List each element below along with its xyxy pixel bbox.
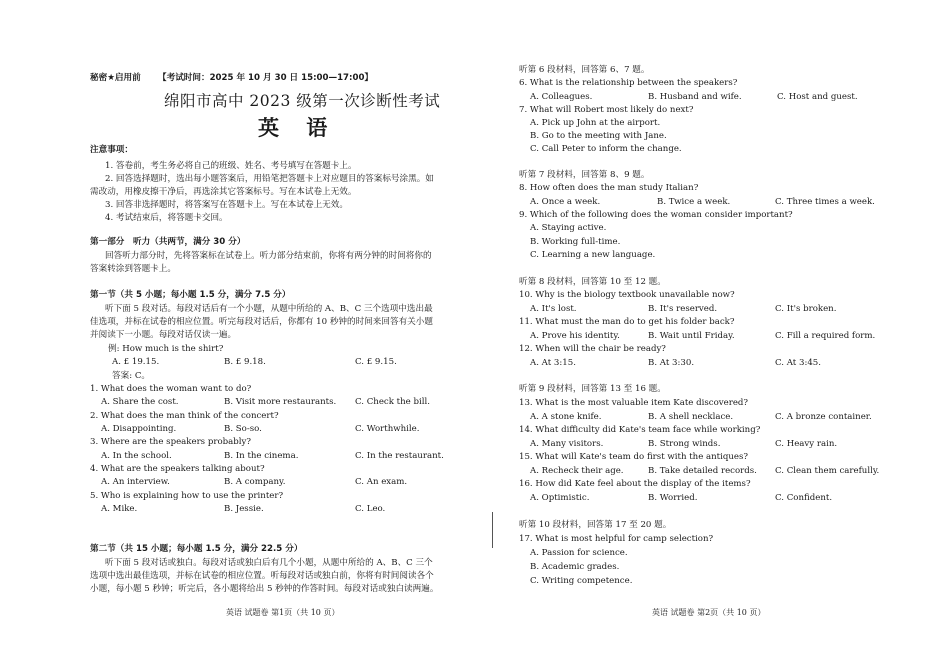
option: B. Husband and wife. bbox=[648, 92, 742, 102]
page-divider bbox=[492, 512, 493, 548]
part1-intro-line: 回答听力部分时，先将答案标在试卷上。听力部分结束前，你将有两分钟的时间将你的 bbox=[105, 251, 432, 261]
option: B. Strong winds. bbox=[648, 439, 721, 449]
question: 12. When will the chair be ready? bbox=[519, 344, 666, 354]
option: C. In the restaurant. bbox=[355, 451, 444, 461]
option: A. Staying active. bbox=[530, 223, 607, 233]
group-heading: 听第 6 段材料，回答第 6、7 题。 bbox=[519, 65, 650, 75]
notice-line: 4. 考试结束后，将答题卡交回。 bbox=[105, 213, 228, 223]
question: 3. Where are the speakers probably? bbox=[90, 437, 251, 447]
page-footer: 英语 试题卷 第1页（共 10 页） bbox=[226, 608, 340, 617]
page-footer: 英语 试题卷 第2页（共 10 页） bbox=[652, 608, 766, 617]
option: B. Academic grades. bbox=[530, 562, 620, 572]
exam-title: 绵阳市高中 2023 级第一次诊断性考试 bbox=[164, 92, 441, 110]
option: B. A company. bbox=[224, 477, 286, 487]
notice-line: 3. 回答非选择题时，将答案写在答题卡上。写在本试卷上无效。 bbox=[105, 200, 348, 210]
option: C. Host and guest. bbox=[777, 92, 858, 102]
option: A. Prove his identity. bbox=[530, 331, 620, 341]
question: 8. How often does the man study Italian? bbox=[519, 183, 699, 193]
option: C. Heavy rain. bbox=[775, 439, 838, 449]
option: B. Twice a week. bbox=[657, 197, 731, 207]
option: B. Jessie. bbox=[224, 504, 264, 514]
option: A. Many visitors. bbox=[530, 439, 604, 449]
option: C. Check the bill. bbox=[355, 397, 430, 407]
question: 2. What does the man think of the concert? bbox=[90, 411, 279, 421]
option: B. Worried. bbox=[648, 493, 698, 503]
section2-heading: 第二节（共 15 小题；每小题 1.5 分，满分 22.5 分） bbox=[90, 544, 303, 554]
question: 7. What will Robert most likely do next? bbox=[519, 105, 694, 115]
question: 6. What is the relationship between the speakers? bbox=[519, 78, 738, 88]
question: 10. Why is the biology textbook unavailable now? bbox=[519, 290, 735, 300]
option: A. Passion for science. bbox=[530, 548, 628, 558]
option: A. Optimistic. bbox=[530, 493, 590, 503]
option: A. Once a week. bbox=[530, 197, 601, 207]
question: 1. What does the woman want to do? bbox=[90, 384, 252, 394]
question: 14. What difficulty did Kate's team face while working? bbox=[519, 425, 761, 435]
option: A. Pick up John at the airport. bbox=[530, 118, 661, 128]
example-option: B. £ 9.18. bbox=[224, 357, 266, 367]
group-heading: 听第 7 段材料，回答第 8、9 题。 bbox=[519, 170, 650, 180]
question: 15. What will Kate's team do first with the antiques? bbox=[519, 452, 749, 462]
group-heading: 听第 8 段材料，回答第 10 至 12 题。 bbox=[519, 277, 666, 287]
example-answer: 答案: C。 bbox=[112, 371, 150, 381]
option: B. Go to the meeting with Jane. bbox=[530, 131, 667, 141]
question: 17. What is most helpful for camp selection? bbox=[519, 534, 714, 544]
notice-line: 需改动，用橡皮擦干净后，再选涂其它答案标号。写在本试卷上无效。 bbox=[90, 187, 357, 197]
example-option: A. £ 19.15. bbox=[112, 357, 160, 367]
section1-intro-line: 并阅读下一小题。每段对话仅读一遍。 bbox=[90, 330, 237, 340]
group-heading: 听第 10 段材料，回答第 17 至 20 题。 bbox=[519, 520, 672, 530]
option: A. Recheck their age. bbox=[530, 466, 624, 476]
part1-heading: 第一部分 听力（共两节，满分 30 分） bbox=[90, 237, 246, 247]
option: A. An interview. bbox=[101, 477, 170, 487]
notice-heading: 注意事项： bbox=[90, 145, 133, 155]
option: B. Take detailed records. bbox=[648, 466, 757, 476]
option: B. Working full-time. bbox=[530, 237, 621, 247]
question: 9. Which of the following does the woman consider important? bbox=[519, 210, 793, 220]
example-question: 例: How much is the shirt? bbox=[108, 344, 224, 354]
option: A. In the school. bbox=[101, 451, 172, 461]
part1-intro-line: 答案转涂到答题卡上。 bbox=[90, 264, 176, 274]
option: A. It's lost. bbox=[530, 304, 577, 314]
option: C. Three times a week. bbox=[775, 197, 875, 207]
option: A. At 3:15. bbox=[530, 358, 576, 368]
question: 16. How did Kate feel about the display of the items? bbox=[519, 479, 751, 489]
question: 4. What are the speakers talking about? bbox=[90, 464, 265, 474]
notice-line: 2. 回答选择题时，选出每小题答案后，用铅笔把答题卡上对应题目的答案标号涂黑。如 bbox=[105, 174, 434, 184]
option: B. It's reserved. bbox=[648, 304, 718, 314]
option: C. Confident. bbox=[775, 493, 833, 503]
option: B. Wait until Friday. bbox=[648, 331, 735, 341]
section2-intro-line: 小题，每小题 5 秒钟；听完后，各小题将给出 5 秒钟的作答时间。每段对话或独白读两遍。 bbox=[90, 584, 439, 594]
section2-intro-line: 听下面 5 段对话或独白。每段对话或独白后有几个小题，从题中所给的 A、B、C 三个 bbox=[105, 558, 433, 568]
section1-intro-line: 听下面 5 段对话。每段对话后有一个小题，从题中所给的 A、B、C 三个选项中选出最 bbox=[105, 304, 433, 314]
option: C. Worthwhile. bbox=[355, 424, 420, 434]
option: C. At 3:45. bbox=[775, 358, 822, 368]
option: C. Fill a required form. bbox=[775, 331, 876, 341]
section2-intro-line: 选项中选出最佳选项，并标在试卷的相应位置。听每段对话或独白前，你将有时间阅读各个 bbox=[90, 571, 434, 581]
option: C. It's broken. bbox=[775, 304, 837, 314]
section1-intro-line: 佳选项，并标在试卷的相应位置。听完每段对话后，你都有 10 秒钟的时间来回答有关小题 bbox=[90, 317, 433, 327]
notice-line: 1. 答卷前，考生务必将自己的班级、姓名、考号填写在答题卡上。 bbox=[105, 161, 357, 171]
option: B. So-so. bbox=[224, 424, 262, 434]
option: C. Leo. bbox=[355, 504, 386, 514]
option: A. Disappointing. bbox=[101, 424, 177, 434]
option: C. An exam. bbox=[355, 477, 408, 487]
question: 5. Who is explaining how to use the printer? bbox=[90, 491, 284, 501]
option: B. Visit more restaurants. bbox=[224, 397, 337, 407]
option: A. Colleagues. bbox=[530, 92, 593, 102]
option: C. A bronze container. bbox=[775, 412, 872, 422]
group-heading: 听第 9 段材料，回答第 13 至 16 题。 bbox=[519, 384, 666, 394]
option: A. Share the cost. bbox=[101, 397, 179, 407]
question: 11. What must the man do to get his folder back? bbox=[519, 317, 735, 327]
option: B. At 3:30. bbox=[648, 358, 695, 368]
option: B. In the cinema. bbox=[224, 451, 299, 461]
option: A. A stone knife. bbox=[530, 412, 602, 422]
option: C. Call Peter to inform the change. bbox=[530, 144, 682, 154]
example-option: C. £ 9.15. bbox=[355, 357, 397, 367]
option: A. Mike. bbox=[101, 504, 138, 514]
option: C. Clean them carefully. bbox=[775, 466, 880, 476]
option: B. A shell necklace. bbox=[648, 412, 734, 422]
subject-title: 英 语 bbox=[258, 115, 338, 140]
confidential-label: 秘密★启用前 bbox=[90, 73, 141, 83]
question: 13. What is the most valuable item Kate discovered? bbox=[519, 398, 749, 408]
section1-heading: 第一节（共 5 小题；每小题 1.5 分，满分 7.5 分） bbox=[90, 290, 291, 300]
option: C. Writing competence. bbox=[530, 576, 633, 586]
exam-time: 【考试时间：2025 年 10 月 30 日 15:00—17:00】 bbox=[158, 73, 374, 83]
option: C. Learning a new language. bbox=[530, 250, 656, 260]
